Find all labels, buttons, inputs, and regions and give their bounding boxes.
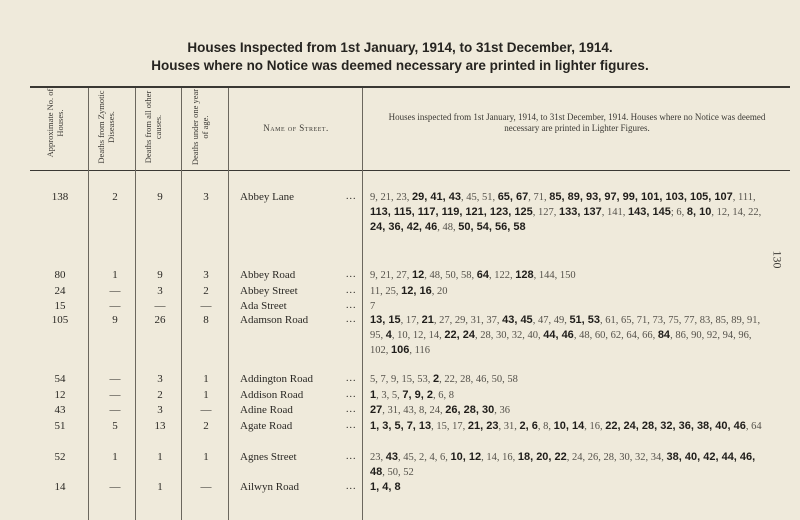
street-name: Addison Road — [240, 389, 304, 401]
other-deaths: 3 — [157, 373, 163, 385]
street-name: Abbey Road — [240, 269, 296, 281]
no-notice-house-numbers: , 144, 150 — [533, 270, 576, 281]
header-street: Name of Street. — [263, 123, 329, 133]
no-notice-house-numbers: , 61, 65, 71, 73, 75, 77, 83, 85, 89, 91, 95, — [370, 315, 761, 341]
street-name: Abbey Lane — [240, 191, 295, 203]
infant-deaths: — — [200, 404, 212, 416]
notice-house-numbers: 84 — [657, 329, 671, 341]
notice-house-numbers: 51, 53 — [569, 314, 601, 326]
no-notice-house-numbers: , 31, — [498, 421, 520, 432]
no-notice-house-numbers: 9, 21, 27, — [370, 270, 412, 281]
zymotic-deaths: — — [109, 404, 121, 416]
infant-deaths: — — [200, 481, 212, 493]
infant-deaths: 3 — [203, 269, 209, 281]
notice-house-numbers: 22, 24, 28, 32, 36, 38, 40, 46 — [605, 420, 746, 432]
infant-deaths: 2 — [203, 285, 209, 297]
notice-house-numbers: 12 — [412, 269, 425, 281]
notice-house-numbers: 21, 23 — [467, 420, 499, 432]
notice-house-numbers: 13, 15 — [370, 314, 401, 326]
zymotic-deaths: — — [109, 285, 121, 297]
no-notice-house-numbers: , 71, — [528, 192, 550, 203]
other-deaths: 13 — [154, 420, 166, 432]
zymotic-deaths: — — [109, 481, 121, 493]
dot-leader: ... — [346, 481, 357, 492]
other-deaths: 2 — [157, 389, 163, 401]
houses-count: 52 — [54, 451, 66, 463]
house-numbers — [370, 403, 770, 418]
dot-leader: ... — [346, 404, 357, 415]
no-notice-house-numbers: 7 — [370, 301, 376, 312]
other-deaths: 3 — [157, 285, 163, 297]
no-notice-house-numbers: 5, 7, 9, 15, 53, — [370, 374, 433, 385]
houses-count: 80 — [54, 269, 66, 281]
houses-count: 51 — [54, 420, 66, 432]
dot-leader: ... — [346, 389, 357, 400]
no-notice-house-numbers: , 22, 28, 46, 50, 58 — [439, 374, 518, 385]
zymotic-deaths: 9 — [112, 314, 118, 326]
notice-house-numbers: 18, 20, 22 — [517, 451, 567, 463]
notice-house-numbers: 38, 40, 42, 44, 46, 48 — [370, 451, 756, 478]
other-deaths: 1 — [157, 481, 163, 493]
street-name: Agate Road — [240, 420, 293, 432]
notice-house-numbers: 85, 89, 93, 97, 99, 101, 103, 105, 107 — [549, 191, 733, 203]
no-notice-house-numbers: , 111, — [732, 192, 756, 203]
houses-count: 24 — [54, 285, 66, 297]
houses-count: 14 — [54, 481, 66, 493]
other-deaths: 9 — [157, 191, 163, 203]
zymotic-deaths: — — [109, 300, 121, 312]
notice-house-numbers: 4 — [385, 329, 392, 341]
notice-house-numbers: 24, 36, 42, 46 — [370, 221, 438, 233]
infant-deaths: 1 — [203, 451, 209, 463]
dot-leader: ... — [346, 300, 357, 311]
no-notice-house-numbers: , 45, 2, 4, 6, — [398, 452, 451, 463]
notice-house-numbers: 44, 46 — [543, 329, 574, 341]
no-notice-house-numbers: , 127, — [532, 207, 559, 218]
no-notice-house-numbers: , 17, — [400, 315, 422, 326]
no-notice-house-numbers: , 27, 29, 31, 37, — [433, 315, 503, 326]
street-name: Adine Road — [240, 404, 293, 416]
house-numbers — [370, 388, 770, 403]
infant-deaths: 1 — [203, 389, 209, 401]
header-rule — [30, 170, 790, 171]
no-notice-house-numbers: , 116 — [409, 345, 430, 356]
page-subtitle: Houses where no Notice was deemed necessary are printed in lighter figures. — [151, 58, 649, 73]
zymotic-deaths: 1 — [112, 269, 118, 281]
dot-leader: ... — [346, 373, 357, 384]
notice-house-numbers: 7, 9, 2 — [402, 389, 433, 401]
other-deaths: 26 — [154, 314, 166, 326]
other-deaths: 3 — [157, 404, 163, 416]
street-name: Ailwyn Road — [240, 481, 299, 493]
dot-leader: ... — [346, 451, 357, 462]
notice-house-numbers: 106 — [391, 344, 410, 356]
infant-deaths: 1 — [203, 373, 209, 385]
notice-house-numbers: 133, 137 — [558, 206, 602, 218]
notice-house-numbers: 22, 24 — [444, 329, 475, 341]
no-notice-house-numbers: , 36 — [494, 405, 510, 416]
notice-house-numbers: 29, 41, 43 — [412, 191, 461, 203]
no-notice-house-numbers: , 6, 8 — [432, 390, 454, 401]
house-numbers — [370, 299, 770, 314]
page-title: Houses Inspected from 1st January, 1914, to 31st December, 1914. — [187, 40, 613, 55]
notice-house-numbers: 21 — [421, 314, 434, 326]
notice-house-numbers: 128 — [515, 269, 534, 281]
no-notice-house-numbers: , 16, — [584, 421, 606, 432]
infant-deaths: 3 — [203, 191, 209, 203]
no-notice-house-numbers: , 48, 50, 58, — [424, 270, 477, 281]
houses-count: 105 — [51, 314, 69, 326]
zymotic-deaths: — — [109, 373, 121, 385]
no-notice-house-numbers: , 15, 17, — [431, 421, 468, 432]
column-divider — [135, 88, 136, 520]
infant-deaths: 8 — [203, 314, 209, 326]
no-notice-house-numbers: , 48, — [437, 222, 459, 233]
dot-leader: ... — [346, 285, 357, 296]
dot-leader: ... — [346, 314, 357, 325]
dot-leader: ... — [346, 420, 357, 431]
other-deaths: — — [154, 300, 166, 312]
no-notice-house-numbers: , 8, — [537, 421, 554, 432]
no-notice-house-numbers: , 45, 51, — [460, 192, 498, 203]
infant-deaths: — — [200, 300, 212, 312]
no-notice-house-numbers: , 48, 60, 62, 64, 66, — [573, 330, 658, 341]
no-notice-house-numbers: , 64 — [745, 421, 762, 432]
street-name: Adamson Road — [240, 314, 309, 326]
zymotic-deaths: — — [109, 389, 121, 401]
header-approx-houses: Approximate No. of Houses. — [45, 88, 65, 158]
notice-house-numbers: 2 — [433, 373, 440, 385]
no-notice-house-numbers: , 86, 90, 92, 94, 96, 102, — [370, 330, 752, 356]
no-notice-house-numbers: , 47, 49, — [532, 315, 570, 326]
header-deaths-other: Deaths from all other causes. — [143, 90, 163, 164]
house-numbers — [370, 372, 770, 387]
header-deaths-zymotic: Deaths from Zymotic Diseases. — [96, 90, 116, 164]
houses-count: 12 — [54, 389, 66, 401]
no-notice-house-numbers: , 10, 12, 14, — [391, 330, 445, 341]
no-notice-house-numbers: , 50, 52 — [382, 467, 414, 478]
notice-house-numbers: 26, 28, 30 — [445, 404, 495, 416]
page-number: 130 — [770, 250, 785, 269]
no-notice-house-numbers: 23, — [370, 452, 386, 463]
street-name: Abbey Street — [240, 285, 298, 297]
house-numbers — [370, 450, 770, 480]
column-divider — [88, 88, 89, 520]
street-name: Addington Road — [240, 373, 314, 385]
no-notice-house-numbers: , 31, 43, 8, 24, — [382, 405, 446, 416]
no-notice-house-numbers: , 122, — [489, 270, 516, 281]
notice-house-numbers: 8, 10 — [686, 206, 712, 218]
houses-count: 54 — [54, 373, 66, 385]
house-numbers — [370, 313, 770, 358]
notice-house-numbers: 143, 145 — [628, 206, 671, 218]
notice-house-numbers: 27 — [370, 404, 383, 416]
other-deaths: 9 — [157, 269, 163, 281]
notice-house-numbers: 113, 115, 117, 119, 121, 123, 125 — [370, 206, 533, 218]
houses-count: 43 — [54, 404, 66, 416]
other-deaths: 1 — [157, 451, 163, 463]
house-numbers — [370, 284, 770, 299]
notice-house-numbers: 10, 14 — [553, 420, 585, 432]
notice-house-numbers: 1, 3, 5, 7, 13 — [370, 420, 432, 432]
notice-house-numbers: 12, 16 — [401, 285, 432, 297]
notice-house-numbers: 1 — [370, 389, 377, 401]
dot-leader: ... — [346, 269, 357, 280]
notice-house-numbers: 43 — [385, 451, 398, 463]
street-name: Ada Street — [240, 300, 287, 312]
zymotic-deaths: 5 — [112, 420, 118, 432]
notice-house-numbers: 2, 6 — [519, 420, 538, 432]
no-notice-house-numbers: , 141, — [601, 207, 629, 218]
infant-deaths: 2 — [203, 420, 209, 432]
notice-house-numbers: 50, 54, 56, 58 — [458, 221, 526, 233]
header-houses-inspected: Houses inspected from 1st January, 1914, to 31st December, 1914. Houses where no Notice was deemed necessary are printed in Lighter Figures. — [388, 112, 766, 133]
no-notice-house-numbers: , 3, 5, — [376, 390, 403, 401]
houses-count: 138 — [51, 191, 69, 203]
no-notice-house-numbers: , 20 — [431, 286, 448, 297]
notice-house-numbers: 64 — [476, 269, 489, 281]
zymotic-deaths: 1 — [112, 451, 118, 463]
column-divider — [228, 88, 229, 520]
no-notice-house-numbers: , 24, 26, 28, 30, 32, 34, — [566, 452, 667, 463]
notice-house-numbers: 10, 12 — [450, 451, 482, 463]
houses-count: 15 — [54, 300, 66, 312]
notice-house-numbers: 43, 45 — [502, 314, 533, 326]
house-numbers — [370, 268, 770, 283]
house-numbers — [370, 480, 770, 495]
house-numbers — [370, 419, 770, 434]
header-deaths-under-one: Deaths under one year of age. — [190, 88, 210, 166]
zymotic-deaths: 2 — [112, 191, 118, 203]
dot-leader: ... — [346, 191, 357, 202]
no-notice-house-numbers: , 14, 16, — [481, 452, 518, 463]
notice-house-numbers: 1, 4, 8 — [370, 481, 401, 493]
no-notice-house-numbers: ; 6, — [670, 207, 687, 218]
column-divider — [181, 88, 182, 520]
no-notice-house-numbers: 11, 25, — [370, 286, 402, 297]
house-numbers — [370, 190, 770, 235]
street-name: Agnes Street — [240, 451, 297, 463]
no-notice-house-numbers: , 28, 30, 32, 40, — [474, 330, 544, 341]
notice-house-numbers: 65, 67 — [497, 191, 529, 203]
no-notice-house-numbers: , 12, 14, 22, — [711, 207, 762, 218]
no-notice-house-numbers: 9, 21, 23, — [370, 192, 412, 203]
